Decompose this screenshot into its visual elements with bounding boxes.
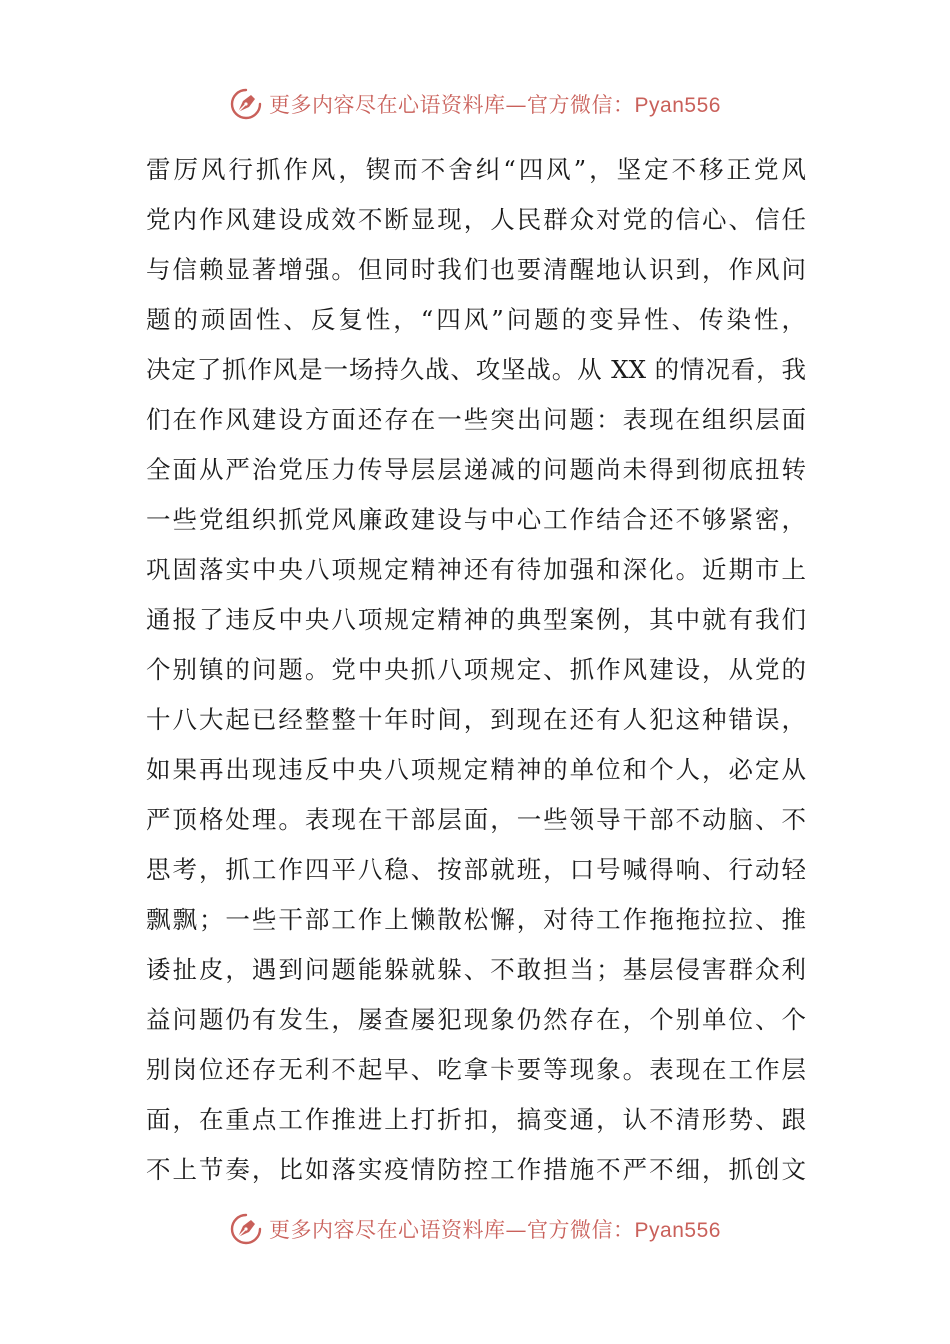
text-line: 不上节奏，比如落实疫情防控工作措施不严不细，抓创文 (146, 1155, 806, 1184)
text-line: 思考，抓工作四平八稳、按部就班，口号喊得响、行动轻 (146, 855, 806, 884)
footer-watermark-banner (0, 1207, 950, 1251)
header-watermark-banner (0, 82, 950, 126)
header-banner-text: 更多内容尽在心语资料库—官方微信：Pyan556 (269, 93, 721, 117)
footer-wechat-id: Pyan556 (634, 1219, 721, 1242)
text-line: 十八大起已经整整十年时间，到现在还有人犯这种错误， (146, 705, 806, 734)
text-line: 党内作风建设成效不断显现，人民群众对党的信心、信任 (146, 205, 806, 234)
pen-nib-circle-icon (229, 87, 263, 121)
text-line: 诿扯皮，遇到问题能躲就躲、不敢担当；基层侵害群众利 (146, 955, 806, 984)
text-line: 通报了违反中央八项规定精神的典型案例，其中就有我们 (146, 605, 806, 634)
text-line: 雷厉风行抓作风，锲而不舍纠“四风”，坚定不移正党风 (146, 155, 806, 184)
document-body-text (146, 145, 806, 1195)
text-line: 严顶格处理。表现在干部层面，一些领导干部不动脑、不 (146, 805, 806, 834)
text-line: 益问题仍有发生，屡查屡犯现象仍然存在，个别单位、个 (146, 1005, 806, 1034)
header-wechat-id: Pyan556 (634, 94, 721, 117)
text-line: 一些党组织抓党风廉政建设与中心工作结合还不够紧密， (146, 505, 806, 534)
text-line: 别岗位还存无利不起早、吃拿卡要等现象。表现在工作层 (146, 1055, 806, 1084)
text-line: 决定了抓作风是一场持久战、攻坚战。从 XX 的情况看，我 (146, 355, 806, 384)
pen-nib-circle-icon (229, 1212, 263, 1246)
text-line: 如果再出现违反中央八项规定精神的单位和个人，必定从 (146, 755, 806, 784)
text-line: 巩固落实中央八项规定精神还有待加强和深化。近期市上 (146, 555, 806, 584)
text-line: 面，在重点工作推进上打折扣，搞变通，认不清形势、跟 (146, 1105, 806, 1134)
text-line: 个别镇的问题。党中央抓八项规定、抓作风建设，从党的 (146, 655, 806, 684)
text-line: 全面从严治党压力传导层层递减的问题尚未得到彻底扭转 (146, 455, 806, 484)
text-line: 题的顽固性、反复性，“四风”问题的变异性、传染性， (146, 305, 806, 334)
footer-banner-text: 更多内容尽在心语资料库—官方微信：Pyan556 (269, 1218, 721, 1242)
text-line: 与信赖显著增强。但同时我们也要清醒地认识到，作风问 (146, 255, 806, 284)
text-line: 飘飘；一些干部工作上懒散松懈，对待工作拖拖拉拉、推 (146, 905, 806, 934)
text-line: 们在作风建设方面还存在一些突出问题：表现在组织层面 (146, 405, 806, 434)
